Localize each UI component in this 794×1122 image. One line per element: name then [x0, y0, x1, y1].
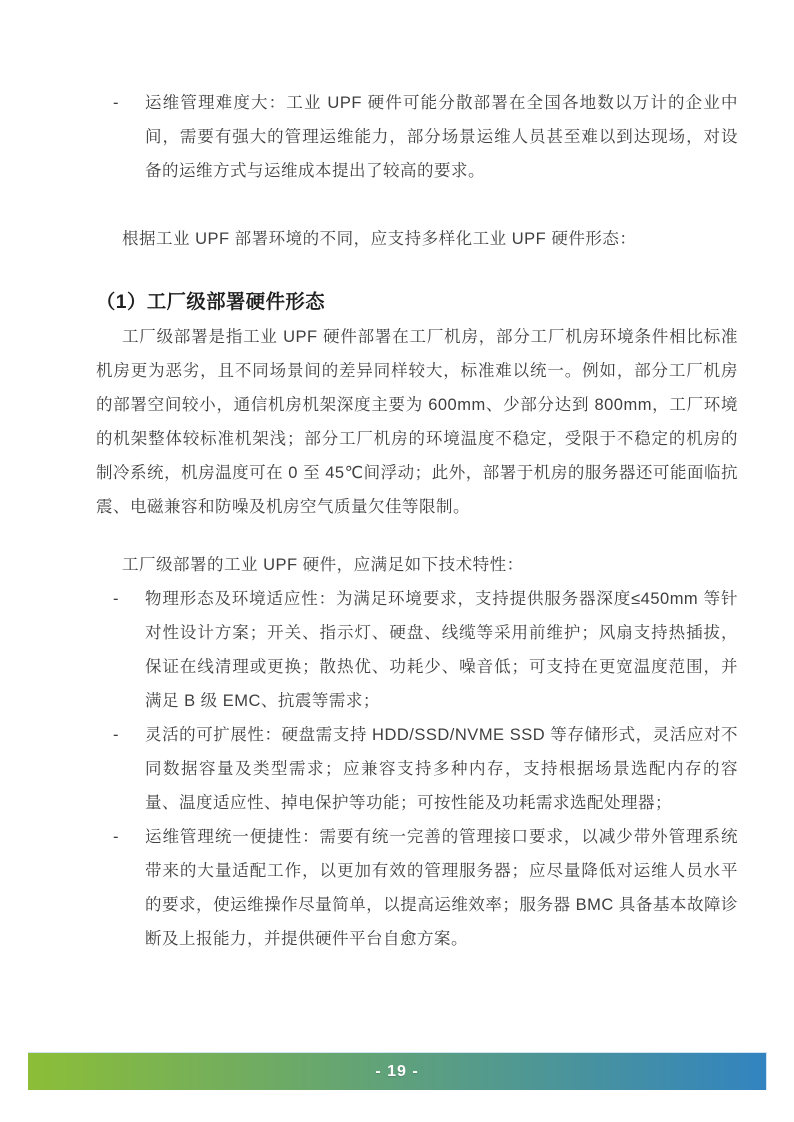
- list-item: [96, 582, 738, 718]
- bullet-dash-marker: -: [113, 726, 119, 744]
- list-item: [96, 820, 738, 956]
- page-content: [96, 86, 738, 956]
- bullet-dash-marker: -: [113, 94, 119, 112]
- paragraph-factory-deployment: 工厂级部署是指工业 UPF 硬件部署在工厂机房，部分工厂机房环境条件相比标准机房更为恶劣，且不同场景间的差异同样较大，标准难以统一。例如，部分工厂机房的部署空间较小，通信机房机架深度主要为 600mm、少部分达到 800mm，工厂环境的机架整体较标准机架浅；部分工厂机房的环境温度不稳定，受限于不稳定的机房的制冷系统，机房温度可在 0 至 45℃间浮动；此外，部署于机房的服务器还可能面临抗震、电磁兼容和防噪及机房空气质量欠佳等限制。: [96, 328, 738, 516]
- list-item-text: 运维管理难度大：工业 UPF 硬件可能分散部署在全国各地数以万计的企业中间，需要有强大的管理运维能力，部分场景运维人员甚至难以到达现场，对设备的运维方式与运维成本提出了较高的要求。: [145, 94, 738, 180]
- footer-gradient-bar: [28, 1052, 767, 1090]
- page-number: - 19 -: [375, 1062, 419, 1080]
- list-item-text: 物理形态及环境适应性：为满足环境要求，支持提供服务器深度≤450mm 等针对性设计方案；开关、指示灯、硬盘、线缆等采用前维护；风扇支持热插拔，保证在线清理或更换；散热优、功耗少、噪音低；可支持在更宽温度范围，并满足 B 级 EMC、抗震等需求；: [145, 590, 738, 710]
- bullet-dash-marker: -: [113, 590, 119, 608]
- list-item: [96, 86, 738, 188]
- paragraph-tech-features-intro: 工厂级部署的工业 UPF 硬件，应满足如下技术特性：: [122, 556, 524, 574]
- section-heading: （1）工厂级部署硬件形态: [96, 292, 325, 313]
- list-item-text: 运维管理统一便捷性：需要有统一完善的管理接口要求，以减少带外管理系统带来的大量适配工作，以更加有效的管理服务器；应尽量降低对运维人员水平的要求，使运维操作尽量简单，以提高运维效率；服务器 BMC 具备基本故障诊断及上报能力，并提供硬件平台自愈方案。: [145, 828, 738, 948]
- list-item-text: 灵活的可扩展性：硬盘需支持 HDD/SSD/NVME SSD 等存储形式，灵活应对不同数据容量及类型需求；应兼容支持多种内存，支持根据场景选配内存的容量、温度适应性、掉电保护等功能；可按性能及功耗需求选配处理器；: [145, 726, 738, 812]
- paragraph-deploy-environments: 根据工业 UPF 部署环境的不同，应支持多样化工业 UPF 硬件形态：: [122, 230, 637, 248]
- list-item: [96, 718, 738, 820]
- bullet-dash-marker: -: [113, 828, 119, 846]
